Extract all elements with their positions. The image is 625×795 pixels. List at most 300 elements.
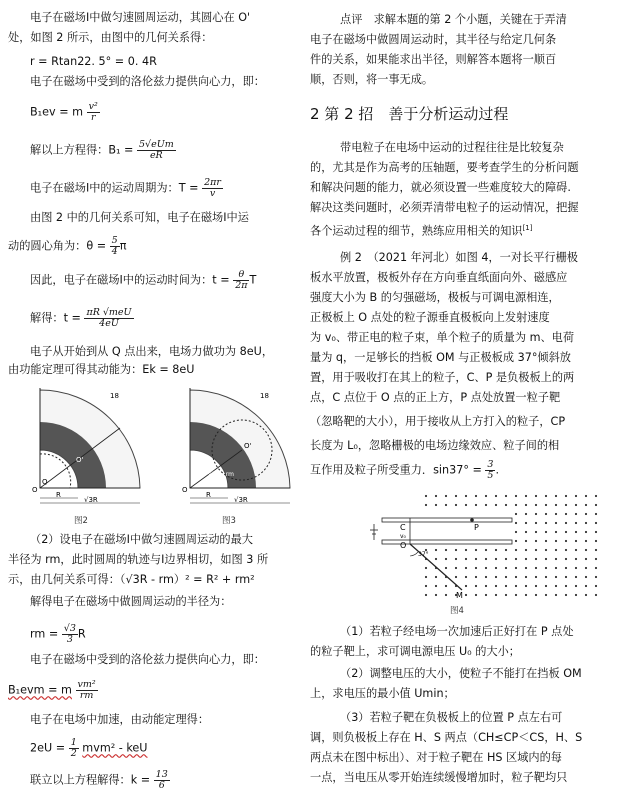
field-dot	[585, 495, 587, 497]
field-dot	[525, 594, 527, 596]
fig-label: 37°	[418, 551, 429, 558]
field-dot	[435, 504, 437, 506]
field-dot	[595, 522, 597, 524]
magnetic-field-dots	[425, 495, 597, 596]
fig-label: O	[32, 486, 38, 494]
text-line: （忽略靶的大小），用于接收从上方打入的粒子，CP	[310, 415, 566, 428]
fig-label: √3R	[234, 496, 248, 504]
field-dot	[435, 495, 437, 497]
field-dot	[575, 594, 577, 596]
text-line: 置，用于吸收打在其上的粒子，C、P 是负极板上的两	[310, 371, 575, 384]
field-dot	[595, 576, 597, 578]
figure-4	[370, 490, 600, 600]
eq-lhs: 动的圆心角为：θ =	[8, 239, 107, 253]
field-dot	[425, 576, 427, 578]
field-dot	[565, 585, 567, 587]
text-line: 示，由几何关系可得：（√3R - rm）² = R² + rm²	[8, 573, 255, 586]
fig-label: O'	[244, 442, 252, 450]
fraction	[84, 308, 133, 329]
field-dot	[525, 567, 527, 569]
field-dot	[475, 567, 477, 569]
field-dot	[525, 531, 527, 533]
field-dot	[595, 495, 597, 497]
field-dot	[595, 504, 597, 506]
field-dot	[545, 522, 547, 524]
field-dot	[525, 549, 527, 551]
equation	[30, 308, 134, 329]
denominator: 4	[111, 246, 118, 257]
field-dot	[455, 567, 457, 569]
field-dot	[535, 513, 537, 515]
field-dot	[595, 594, 597, 596]
numerator: πR √meU	[86, 307, 132, 318]
field-dot	[465, 558, 467, 560]
denominator: r	[90, 112, 96, 123]
fig-label: C	[400, 523, 406, 532]
field-dot	[535, 558, 537, 560]
fig-label: O	[182, 486, 188, 494]
numerator: vm²	[77, 679, 96, 690]
field-dot	[525, 495, 527, 497]
field-dot	[565, 522, 567, 524]
field-dot	[455, 576, 457, 578]
equation	[30, 770, 170, 791]
field-dot	[435, 585, 437, 587]
equation	[30, 102, 100, 123]
field-dot	[515, 504, 517, 506]
field-dot	[465, 549, 467, 551]
eq-lhs: B₁evm = m	[8, 683, 72, 697]
numerator: 1	[70, 737, 77, 748]
field-dot	[575, 540, 577, 542]
field-dot	[565, 513, 567, 515]
field-dot	[545, 567, 547, 569]
field-dot	[515, 495, 517, 497]
field-dot	[505, 576, 507, 578]
field-dot	[485, 504, 487, 506]
fraction	[62, 624, 78, 645]
field-dot	[445, 504, 447, 506]
equation	[8, 680, 98, 701]
field-dot	[565, 504, 567, 506]
field-dot	[565, 558, 567, 560]
eq-tail: R	[77, 627, 86, 641]
field-dot	[475, 594, 477, 596]
text-line: 带电粒子在电场中运动的过程往往是比较复杂	[340, 141, 564, 154]
field-dot	[485, 594, 487, 596]
field-dot	[425, 567, 427, 569]
field-dot	[475, 504, 477, 506]
field-dot	[495, 576, 497, 578]
field-dot	[555, 594, 557, 596]
field-dot	[475, 585, 477, 587]
field-dot	[585, 585, 587, 587]
field-dot	[575, 522, 577, 524]
question-line: （2）调整电压的大小，使粒子不能打在挡板 OM	[340, 667, 582, 680]
equation	[30, 270, 256, 291]
field-dot	[535, 567, 537, 569]
field-dot	[535, 531, 537, 533]
field-dot	[485, 585, 487, 587]
eq-lhs: 电子在磁场Ⅰ中的运动周期为：T =	[30, 181, 199, 195]
field-dot	[515, 549, 517, 551]
text-line: 由功能定理可得其动能为：Ek = 8eU	[8, 363, 195, 376]
field-dot	[555, 540, 557, 542]
eq-lhs: 因此，电子在磁场Ⅰ中的运动时间为：t =	[30, 273, 230, 287]
field-dot	[585, 522, 587, 524]
field-dot	[575, 531, 577, 533]
field-dot	[505, 495, 507, 497]
field-dot	[505, 594, 507, 596]
question-line: 一点，当电压从零开始连续缓慢增加时，粒子靶均只	[310, 771, 568, 784]
field-dot	[505, 549, 507, 551]
text-line: 为 v₀、带正电的粒子束，单个粒子的质量为 m、电荷	[310, 331, 575, 344]
field-dot	[555, 549, 557, 551]
field-dot	[485, 576, 487, 578]
field-dot	[585, 504, 587, 506]
field-dot	[525, 585, 527, 587]
section-heading: 2 第 2 招 善于分析运动过程	[310, 105, 509, 123]
fraction	[69, 738, 79, 759]
field-dot	[575, 558, 577, 560]
fraction	[485, 460, 495, 481]
field-dot	[445, 549, 447, 551]
fraction	[87, 102, 100, 123]
field-dot	[445, 567, 447, 569]
field-dot	[545, 594, 547, 596]
text-line: 电子在磁场Ⅰ中做匀速圆周运动，其圆心在 O'	[30, 11, 251, 24]
eq-tail: π	[119, 239, 127, 253]
numerator: 5√eUm	[138, 139, 174, 150]
field-dot	[505, 504, 507, 506]
field-dot	[495, 558, 497, 560]
field-dot	[425, 495, 427, 497]
denominator: 3	[66, 634, 73, 645]
denominator: eR	[149, 150, 163, 161]
field-dot	[425, 504, 427, 506]
field-dot	[435, 576, 437, 578]
field-dot	[455, 549, 457, 551]
field-dot	[585, 567, 587, 569]
field-dot	[555, 585, 557, 587]
fraction	[202, 178, 223, 199]
eq-lhs: 解得：t =	[30, 311, 81, 325]
field-dot	[595, 567, 597, 569]
text-line: 正极板上 O 点处的粒子源垂直极板向上发射速度	[310, 311, 550, 324]
field-dot	[565, 549, 567, 551]
field-dot	[545, 531, 547, 533]
comment-line: 顺，否则，将一事无成。	[310, 73, 434, 86]
field-dot	[445, 558, 447, 560]
citation-ref[interactable]: [1]	[522, 224, 533, 232]
field-dot	[515, 585, 517, 587]
field-dot	[455, 558, 457, 560]
field-dot	[515, 576, 517, 578]
field-dot	[465, 495, 467, 497]
fig-label: Q	[42, 478, 48, 486]
field-dot	[565, 594, 567, 596]
field-dot	[425, 585, 427, 587]
field-dot	[535, 495, 537, 497]
text-line: 解得电子在磁场中做圆周运动的半径为：	[30, 595, 232, 608]
equation	[30, 738, 148, 759]
field-dot	[505, 558, 507, 560]
field-dot	[445, 585, 447, 587]
fig-label: P	[474, 523, 479, 532]
equation	[30, 624, 86, 645]
fig-label: O	[400, 541, 407, 550]
field-dot	[525, 540, 527, 542]
field-dot	[495, 495, 497, 497]
fig-label: 18	[260, 392, 269, 400]
field-dot	[585, 531, 587, 533]
field-dot	[465, 504, 467, 506]
text-line: 板水平放置，极板外存在方向垂直纸面向外、磁感应	[310, 271, 568, 284]
eq-lhs: 解以上方程得：B₁ =	[30, 143, 134, 157]
field-dot	[545, 585, 547, 587]
field-dot	[425, 594, 427, 596]
field-dot	[555, 495, 557, 497]
field-dot	[585, 513, 587, 515]
field-dot	[545, 504, 547, 506]
field-dot	[585, 540, 587, 542]
denominator: v	[209, 188, 216, 199]
field-dot	[435, 558, 437, 560]
field-dot	[525, 513, 527, 515]
field-dot	[525, 522, 527, 524]
field-dot	[465, 594, 467, 596]
field-dot	[525, 576, 527, 578]
fig-label: R	[206, 491, 211, 499]
field-dot	[475, 576, 477, 578]
fraction	[76, 680, 98, 701]
fraction	[110, 236, 120, 257]
fig-label: 18	[110, 392, 119, 400]
field-dot	[585, 594, 587, 596]
question-line: （3）若粒子靶在负极板上的位置 P 点左右可	[340, 711, 563, 724]
field-dot	[485, 495, 487, 497]
numerator: 13	[155, 769, 168, 780]
text-line: 长度为 L₀，忽略栅极的电场边缘效应、粒子间的相	[310, 439, 560, 452]
field-dot	[475, 558, 477, 560]
field-dot	[535, 549, 537, 551]
denominator: 2	[70, 748, 77, 759]
field-dot	[545, 513, 547, 515]
field-dot	[565, 576, 567, 578]
denominator: 2π	[235, 280, 248, 291]
text-line: （2）设电子在磁场Ⅰ中做匀速圆周运动的最大	[30, 533, 253, 546]
field-dot	[535, 540, 537, 542]
field-dot	[525, 558, 527, 560]
fig-label: √3R - rm	[208, 471, 234, 478]
field-dot	[575, 495, 577, 497]
text-line: 强度大小为 B 的匀强磁场，极板与可调电源相连，	[310, 291, 560, 304]
field-dot	[585, 576, 587, 578]
field-dot	[595, 531, 597, 533]
field-dot	[535, 594, 537, 596]
field-dot	[545, 495, 547, 497]
fraction	[154, 770, 170, 791]
field-dot	[555, 558, 557, 560]
fig-label: R	[56, 491, 61, 499]
field-dot	[435, 549, 437, 551]
equation	[8, 236, 126, 257]
text-line: 处，如图 2 所示，由图中的几何关系得：	[8, 31, 213, 44]
text-line	[310, 220, 533, 240]
field-dot	[545, 549, 547, 551]
denominator: rm	[79, 690, 94, 701]
question-line: 两点未在图中标出）、对于粒子靶在 HS 区域内的每	[310, 751, 562, 764]
text-line: 半径为 rm，此时圆周的轨迹与Ⅰ边界相切，如图 3 所	[8, 553, 269, 566]
field-dot	[455, 504, 457, 506]
fraction	[137, 140, 176, 161]
field-dot	[575, 576, 577, 578]
text-line: 电子在磁场中受到的洛伦兹力提供向心力，即：	[30, 653, 265, 666]
field-dot	[515, 540, 517, 542]
fig-label: v₀	[400, 533, 406, 540]
field-dot	[515, 594, 517, 596]
field-dot	[465, 585, 467, 587]
question-line: （1）若粒子经电场一次加速后正好打在 P 点处	[340, 625, 574, 638]
text-line: 量为 q，一足够长的挡板 OM 与正极板成 37°倾斜放	[310, 351, 571, 364]
field-dot	[485, 549, 487, 551]
field-dot	[585, 558, 587, 560]
field-dot	[585, 549, 587, 551]
field-dot	[535, 504, 537, 506]
denominator: 4eU	[99, 318, 119, 329]
field-dot	[525, 504, 527, 506]
eq-lhs: rm =	[30, 627, 59, 641]
eq-tail: mvm² - keU	[82, 741, 148, 755]
eq-tail: T	[249, 273, 257, 287]
numerator: v²	[88, 101, 98, 112]
field-dot	[555, 504, 557, 506]
field-dot	[465, 576, 467, 578]
field-dot	[575, 567, 577, 569]
field-dot	[515, 522, 517, 524]
field-dot	[515, 513, 517, 515]
field-dot	[595, 513, 597, 515]
comment-line: 点评 求解本题的第 2 个小题，关键在于弄清	[340, 13, 567, 26]
denominator: 5	[487, 470, 494, 481]
field-dot	[575, 504, 577, 506]
figure-caption: 图3	[222, 516, 236, 526]
fig-label: M	[456, 591, 463, 600]
eq-lhs: 联立以上方程解得：k =	[30, 773, 151, 787]
text-line: 和解决问题的能力，就必须设置一些难度较大的障碍.	[310, 181, 571, 194]
equation: 互作用及粒子所受重力．sin37° = $\frac{3}{5}$ .	[310, 459, 500, 481]
field-dot	[515, 531, 517, 533]
field-dot	[495, 594, 497, 596]
field-dot	[535, 522, 537, 524]
field-dot	[595, 585, 597, 587]
figure-2	[10, 380, 150, 506]
field-dot	[485, 567, 487, 569]
field-dot	[555, 531, 557, 533]
field-dot	[455, 495, 457, 497]
numerator: √3	[63, 623, 76, 634]
comment-line: 件的关系，如果能求出半径，则解答本题将一顺百	[310, 53, 557, 66]
fraction	[233, 270, 249, 291]
field-dot	[595, 558, 597, 560]
field-dot	[565, 567, 567, 569]
field-dot	[565, 531, 567, 533]
field-dot	[555, 522, 557, 524]
field-dot	[575, 513, 577, 515]
field-dot	[535, 576, 537, 578]
field-dot	[555, 513, 557, 515]
field-dot	[495, 549, 497, 551]
field-dot	[435, 594, 437, 596]
eq-lhs: 2eU =	[30, 741, 66, 755]
figure-caption: 图2	[74, 516, 88, 526]
field-dot	[555, 567, 557, 569]
field-dot	[545, 558, 547, 560]
numerator: 5	[111, 235, 118, 246]
field-dot	[575, 585, 577, 587]
question-line: 上，求电压的最小值 Umin；	[310, 687, 455, 700]
text-line: 电子在磁场中受到的洛伦兹力提供向心力，即：	[30, 75, 265, 88]
fig-label: O'	[76, 456, 84, 464]
text-line: 电子从开始到从 Q 点出来，电场力做功为 8eU，	[30, 345, 274, 358]
field-dot	[565, 540, 567, 542]
comment-line: 电子在磁场中做圆周运动时，其半径与给定几何条	[310, 33, 557, 46]
field-dot	[465, 567, 467, 569]
field-dot	[595, 549, 597, 551]
field-dot	[555, 576, 557, 578]
field-dot	[445, 495, 447, 497]
field-dot	[595, 540, 597, 542]
text-span: 各个运动过程的细节，熟练应用相关的知识	[310, 224, 523, 238]
field-dot	[575, 549, 577, 551]
numerator: 2πr	[204, 177, 221, 188]
field-dot	[515, 558, 517, 560]
field-dot	[495, 504, 497, 506]
text-line: 解决这类问题时，必须弄清带电粒子的运动情况，把握	[310, 201, 579, 214]
numerator: θ	[233, 270, 249, 281]
field-dot	[485, 558, 487, 560]
eq-lhs: 互作用及粒子所受重力．sin37° =	[310, 463, 482, 477]
numerator: 3	[487, 459, 494, 470]
question-line: 调，则负极板上存在 H、S 两点（CH≤CP＜CS，H、S	[310, 731, 583, 744]
field-dot	[445, 594, 447, 596]
field-dot	[505, 567, 507, 569]
denominator: 6	[158, 780, 165, 791]
equation	[30, 140, 176, 161]
text-line: 由图 2 中的几何关系可知，电子在磁场Ⅰ中运	[30, 211, 249, 224]
text-line: 点，C 点位于 O 点的正上方，P 点处放置一粒子靶	[310, 391, 561, 404]
field-dot	[475, 549, 477, 551]
text-line: r = Rtan22. 5° = 0. 4R	[30, 55, 157, 68]
field-dot	[495, 585, 497, 587]
fig-label: √3R	[84, 496, 98, 504]
text-line: 例 2 （2021 年河北）如图 4，一对长平行栅极	[340, 251, 578, 264]
field-dot	[505, 585, 507, 587]
field-dot	[495, 567, 497, 569]
figure-3	[160, 380, 300, 506]
figure-caption: 图4	[450, 606, 464, 616]
field-dot	[565, 495, 567, 497]
field-dot	[475, 495, 477, 497]
field-dot	[545, 576, 547, 578]
eq-lhs: B₁ev = m	[30, 105, 84, 119]
text-line: 的，尤其是作为高考的压轴题，要考查学生的分析问题	[310, 161, 579, 174]
field-dot	[545, 540, 547, 542]
field-dot	[535, 585, 537, 587]
field-dot	[515, 567, 517, 569]
question-line: 的粒子靶上，求可调电源电压 U₀ 的大小；	[310, 645, 520, 658]
equation	[30, 178, 223, 199]
